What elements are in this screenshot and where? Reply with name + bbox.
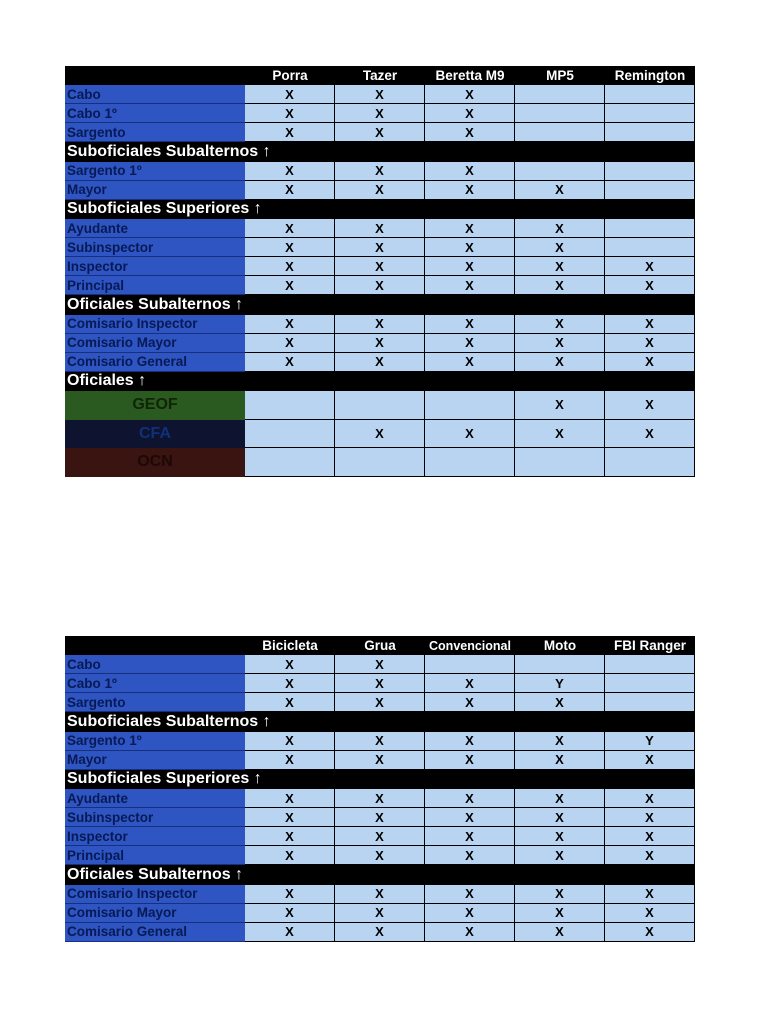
permission-cell-fbi-ranger: [605, 674, 695, 693]
permission-cell-bicicleta: X: [245, 827, 335, 846]
permission-cell-remington: [605, 181, 695, 200]
permission-cell-remington: [605, 104, 695, 123]
rank-label: Comisario General: [65, 923, 245, 942]
permission-cell-fbi-ranger: X: [605, 904, 695, 923]
permission-cell-convencional: X: [425, 904, 515, 923]
rank-row-ayudante: [65, 789, 695, 808]
permission-cell-mp5: X: [515, 334, 605, 353]
column-header-grua: Grua: [364, 638, 396, 653]
permission-cell-moto: [515, 655, 605, 674]
section-divider-oficiales-subalternos: [65, 295, 695, 315]
permission-cell-grua: X: [335, 732, 425, 751]
rank-row-subinspector: [65, 808, 695, 827]
rank-label: Cabo 1º: [65, 104, 245, 123]
permission-cell-tazer: X: [335, 181, 425, 200]
permission-cell-porra: X: [245, 238, 335, 257]
permission-cell-grua: X: [335, 827, 425, 846]
rank-label: Cabo 1º: [65, 674, 245, 693]
rank-label: Subinspector: [65, 808, 245, 827]
section-label: Oficiales ↑: [67, 372, 147, 390]
permission-cell-bicicleta: X: [245, 655, 335, 674]
permission-cell-moto: X: [515, 693, 605, 712]
permission-cell-mp5: X: [515, 219, 605, 238]
unit-row-geof: [65, 391, 695, 420]
rank-row-comisario-mayor: [65, 904, 695, 923]
permission-cell-convencional: X: [425, 751, 515, 770]
permission-cell-convencional: [425, 655, 515, 674]
permission-cell-tazer: X: [335, 276, 425, 295]
permission-cell-remington: [605, 85, 695, 104]
rank-row-cabo-1: [65, 104, 695, 123]
permission-cell-fbi-ranger: [605, 693, 695, 712]
permission-cell-remington: X: [605, 257, 695, 276]
permission-cell-convencional: X: [425, 808, 515, 827]
permission-cell-remington: [605, 219, 695, 238]
rank-label: Inspector: [65, 257, 245, 276]
unit-label: CFA: [65, 420, 245, 449]
permission-cell-moto: X: [515, 923, 605, 942]
permission-cell-remington: X: [605, 315, 695, 334]
permission-cell-convencional: X: [425, 789, 515, 808]
rank-label: Comisario Inspector: [65, 315, 245, 334]
permission-cell-mp5: [515, 162, 605, 181]
permission-cell-tazer: X: [335, 104, 425, 123]
rank-row-sargento: [65, 693, 695, 712]
rank-label: Ayudante: [65, 219, 245, 238]
permission-cell-remington: X: [605, 353, 695, 372]
column-header-fbi-ranger: FBI Ranger: [613, 638, 686, 653]
rank-label: Comisario Mayor: [65, 334, 245, 353]
column-header-porra: Porra: [272, 68, 308, 83]
weapons-table: [65, 66, 695, 477]
permission-cell-remington: X: [605, 391, 695, 420]
permission-cell-convencional: X: [425, 923, 515, 942]
permission-cell-beretta-m9: X: [425, 181, 515, 200]
permission-cell-tazer: [335, 391, 425, 420]
permission-cell-remington: [605, 238, 695, 257]
permission-cell-beretta-m9: X: [425, 162, 515, 181]
permission-cell-porra: X: [245, 257, 335, 276]
permission-cell-tazer: X: [335, 162, 425, 181]
permission-cell-remington: X: [605, 334, 695, 353]
permission-cell-fbi-ranger: Y: [605, 732, 695, 751]
permission-cell-beretta-m9: X: [425, 104, 515, 123]
column-header-beretta-m9: Beretta M9: [435, 68, 505, 83]
rank-label: Comisario Inspector: [65, 885, 245, 904]
header-corner: [65, 66, 245, 85]
header-corner: [65, 636, 245, 655]
permission-cell-convencional: X: [425, 674, 515, 693]
rank-label: Subinspector: [65, 238, 245, 257]
permission-cell-porra: X: [245, 315, 335, 334]
permission-cell-bicicleta: X: [245, 808, 335, 827]
section-label: Suboficiales Subalternos ↑: [67, 712, 271, 730]
column-header-bicicleta: Bicicleta: [262, 638, 318, 653]
section-divider-suboficiales-superiores: [65, 200, 695, 220]
column-header-convencional: Convencional: [429, 638, 511, 653]
permission-cell-grua: X: [335, 751, 425, 770]
rank-row-principal: [65, 846, 695, 865]
rank-label: Principal: [65, 846, 245, 865]
permission-cell-mp5: X: [515, 315, 605, 334]
section-divider-oficiales: [65, 372, 695, 392]
rank-row-comisario-inspector: [65, 885, 695, 904]
section-divider-suboficiales-subalternos: [65, 712, 695, 732]
table-header-row: [65, 66, 695, 85]
permission-cell-beretta-m9: X: [425, 334, 515, 353]
permission-cell-convencional: X: [425, 693, 515, 712]
section-divider-oficiales-subalternos: [65, 865, 695, 885]
permission-cell-convencional: X: [425, 846, 515, 865]
rank-row-cabo-1: [65, 674, 695, 693]
rank-label: Comisario General: [65, 353, 245, 372]
rank-row-comisario-mayor: [65, 334, 695, 353]
rank-label: Mayor: [65, 181, 245, 200]
permission-cell-beretta-m9: X: [425, 315, 515, 334]
permission-cell-fbi-ranger: [605, 655, 695, 674]
permission-cell-moto: X: [515, 885, 605, 904]
permission-cell-mp5: X: [515, 391, 605, 420]
permission-cell-tazer: [335, 448, 425, 477]
permission-cell-mp5: X: [515, 420, 605, 449]
permission-cell-grua: X: [335, 808, 425, 827]
permission-cell-tazer: X: [335, 353, 425, 372]
rank-row-comisario-inspector: [65, 315, 695, 334]
permission-cell-mp5: X: [515, 257, 605, 276]
permission-cell-porra: [245, 448, 335, 477]
permission-cell-beretta-m9: X: [425, 85, 515, 104]
permission-cell-grua: X: [335, 693, 425, 712]
permission-cell-beretta-m9: X: [425, 219, 515, 238]
permission-cell-porra: [245, 391, 335, 420]
rank-row-sargento: [65, 123, 695, 142]
permission-cell-mp5: [515, 104, 605, 123]
permission-cell-moto: X: [515, 808, 605, 827]
permission-cell-fbi-ranger: X: [605, 751, 695, 770]
permission-cell-bicicleta: X: [245, 904, 335, 923]
permission-cell-bicicleta: X: [245, 846, 335, 865]
rank-label: Sargento: [65, 123, 245, 142]
vehicles-table: [65, 636, 695, 942]
permission-cell-mp5: [515, 448, 605, 477]
rank-row-mayor: [65, 751, 695, 770]
permission-cell-tazer: X: [335, 123, 425, 142]
permission-cell-porra: [245, 420, 335, 449]
permission-cell-bicicleta: X: [245, 693, 335, 712]
section-divider-suboficiales-subalternos: [65, 142, 695, 162]
permission-cell-bicicleta: X: [245, 751, 335, 770]
permission-cell-tazer: X: [335, 315, 425, 334]
rank-row-cabo: [65, 85, 695, 104]
rank-row-comisario-general: [65, 353, 695, 372]
rank-label: Mayor: [65, 751, 245, 770]
permission-cell-tazer: X: [335, 420, 425, 449]
section-divider-suboficiales-superiores: [65, 770, 695, 790]
permission-cell-beretta-m9: X: [425, 238, 515, 257]
permission-cell-porra: X: [245, 181, 335, 200]
permission-cell-mp5: X: [515, 181, 605, 200]
section-label: Suboficiales Superiores ↑: [67, 200, 262, 218]
permission-cell-porra: X: [245, 334, 335, 353]
permission-cell-porra: X: [245, 162, 335, 181]
rank-row-subinspector: [65, 238, 695, 257]
permission-cell-porra: X: [245, 123, 335, 142]
section-label: Oficiales Subalternos ↑: [67, 295, 244, 313]
rank-row-sargento-1: [65, 732, 695, 751]
permission-cell-bicicleta: X: [245, 789, 335, 808]
section-label: Suboficiales Superiores ↑: [67, 770, 262, 788]
permission-cell-mp5: [515, 123, 605, 142]
rank-label: Cabo: [65, 655, 245, 674]
rank-row-ayudante: [65, 219, 695, 238]
permission-cell-beretta-m9: [425, 448, 515, 477]
rank-row-principal: [65, 276, 695, 295]
rank-row-inspector: [65, 827, 695, 846]
permission-cell-beretta-m9: [425, 391, 515, 420]
permission-cell-bicicleta: X: [245, 732, 335, 751]
section-label: Oficiales Subalternos ↑: [67, 865, 244, 883]
permission-cell-grua: X: [335, 904, 425, 923]
permission-cell-porra: X: [245, 353, 335, 372]
permission-cell-mp5: [515, 85, 605, 104]
column-header-remington: Remington: [614, 68, 686, 83]
rank-label: Inspector: [65, 827, 245, 846]
permission-cell-moto: X: [515, 827, 605, 846]
rank-label: Principal: [65, 276, 245, 295]
permission-cell-remington: X: [605, 276, 695, 295]
permission-cell-remington: [605, 162, 695, 181]
permission-cell-beretta-m9: X: [425, 420, 515, 449]
column-header-tazer: Tazer: [362, 68, 398, 83]
permission-cell-fbi-ranger: X: [605, 846, 695, 865]
permission-cell-moto: X: [515, 846, 605, 865]
permission-cell-tazer: X: [335, 334, 425, 353]
permission-cell-moto: X: [515, 732, 605, 751]
permission-cell-remington: [605, 123, 695, 142]
rank-label: Comisario Mayor: [65, 904, 245, 923]
permission-cell-grua: X: [335, 885, 425, 904]
permission-cell-bicicleta: X: [245, 923, 335, 942]
rank-row-mayor: [65, 181, 695, 200]
permission-cell-convencional: X: [425, 827, 515, 846]
rank-label: Sargento: [65, 693, 245, 712]
permission-cell-tazer: X: [335, 257, 425, 276]
rank-label: Ayudante: [65, 789, 245, 808]
section-label: Suboficiales Subalternos ↑: [67, 142, 271, 160]
permission-cell-moto: X: [515, 751, 605, 770]
permission-cell-fbi-ranger: X: [605, 789, 695, 808]
permission-cell-porra: X: [245, 85, 335, 104]
rank-label: Cabo: [65, 85, 245, 104]
rank-row-comisario-general: [65, 923, 695, 942]
permission-cell-grua: X: [335, 789, 425, 808]
permission-cell-remington: X: [605, 420, 695, 449]
permission-cell-remington: [605, 448, 695, 477]
permission-cell-mp5: X: [515, 276, 605, 295]
permission-cell-moto: Y: [515, 674, 605, 693]
permission-cell-fbi-ranger: X: [605, 923, 695, 942]
permission-cell-bicicleta: X: [245, 885, 335, 904]
permission-cell-beretta-m9: X: [425, 276, 515, 295]
permission-cell-convencional: X: [425, 885, 515, 904]
rank-label: Sargento 1º: [65, 732, 245, 751]
rank-row-inspector: [65, 257, 695, 276]
unit-label: OCN: [65, 448, 245, 477]
permission-cell-fbi-ranger: X: [605, 808, 695, 827]
permission-cell-beretta-m9: X: [425, 123, 515, 142]
permission-cell-beretta-m9: X: [425, 353, 515, 372]
permission-cell-porra: X: [245, 219, 335, 238]
rank-row-cabo: [65, 655, 695, 674]
rank-label: Sargento 1º: [65, 162, 245, 181]
permission-cell-fbi-ranger: X: [605, 827, 695, 846]
permission-cell-mp5: X: [515, 353, 605, 372]
permission-cell-porra: X: [245, 104, 335, 123]
permission-cell-grua: X: [335, 846, 425, 865]
column-header-mp5: MP5: [546, 68, 574, 83]
rank-row-sargento-1: [65, 162, 695, 181]
permission-cell-moto: X: [515, 789, 605, 808]
column-header-moto: Moto: [543, 638, 577, 653]
permission-cell-tazer: X: [335, 219, 425, 238]
permission-cell-beretta-m9: X: [425, 257, 515, 276]
permission-cell-grua: X: [335, 923, 425, 942]
permission-cell-fbi-ranger: X: [605, 885, 695, 904]
permission-cell-mp5: X: [515, 238, 605, 257]
permission-cell-grua: X: [335, 655, 425, 674]
permission-cell-moto: X: [515, 904, 605, 923]
unit-row-ocn: [65, 448, 695, 477]
unit-label: GEOF: [65, 391, 245, 420]
table-header-row: [65, 636, 695, 655]
permission-cell-porra: X: [245, 276, 335, 295]
permission-cell-bicicleta: X: [245, 674, 335, 693]
permission-cell-tazer: X: [335, 238, 425, 257]
unit-row-cfa: [65, 420, 695, 449]
permission-cell-grua: X: [335, 674, 425, 693]
permission-cell-tazer: X: [335, 85, 425, 104]
permission-cell-convencional: X: [425, 732, 515, 751]
